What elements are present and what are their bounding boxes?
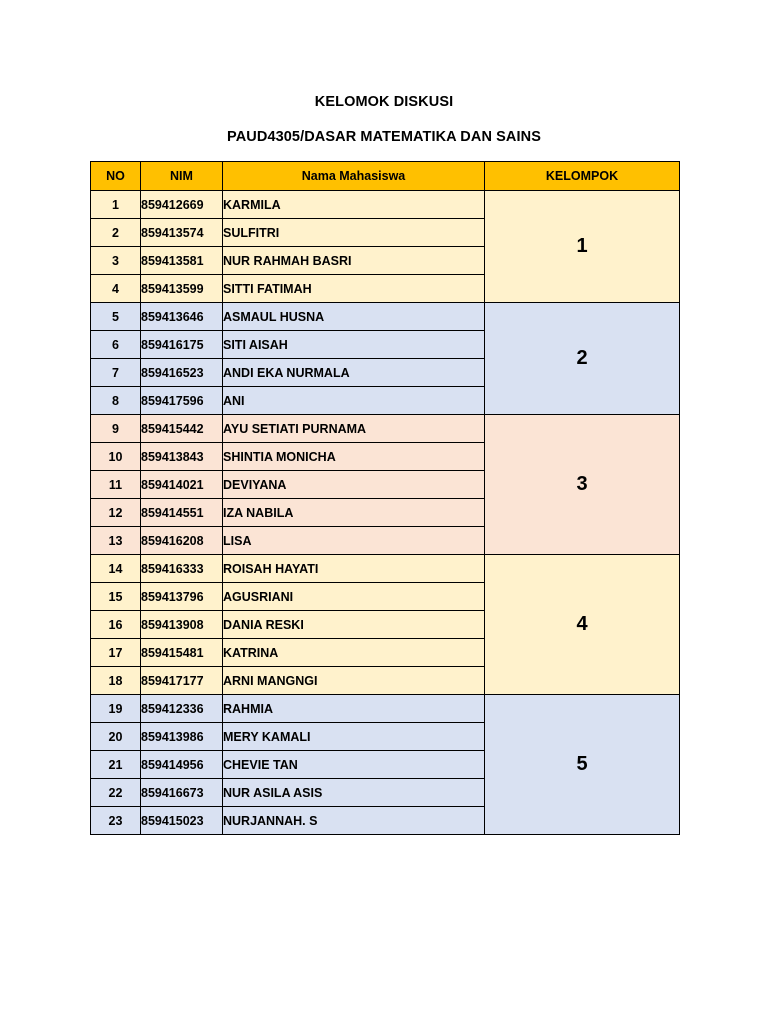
student-nim: 859414021 — [141, 471, 223, 499]
header-name: Nama Mahasiswa — [223, 162, 485, 191]
student-name: ANI — [223, 387, 485, 415]
group-label: 1 — [485, 191, 680, 303]
row-number: 1 — [91, 191, 141, 219]
page-subtitle: PAUD4305/DASAR MATEMATIKA DAN SAINS — [227, 129, 541, 145]
student-name: SULFITRI — [223, 219, 485, 247]
student-nim: 859416208 — [141, 527, 223, 555]
student-name: MERY KAMALI — [223, 723, 485, 751]
student-name: DEVIYANA — [223, 471, 485, 499]
student-nim: 859413599 — [141, 275, 223, 303]
student-name: KATRINA — [223, 639, 485, 667]
student-name: ARNI MANGNGI — [223, 667, 485, 695]
student-nim: 859413908 — [141, 611, 223, 639]
student-name: RAHMIA — [223, 695, 485, 723]
student-nim: 859412669 — [141, 191, 223, 219]
row-number: 18 — [91, 667, 141, 695]
table-row — [91, 695, 680, 723]
student-name: KARMILA — [223, 191, 485, 219]
row-number: 23 — [91, 807, 141, 835]
table-row — [91, 555, 680, 583]
group-label: 2 — [485, 303, 680, 415]
table-row — [91, 191, 680, 219]
student-name: IZA NABILA — [223, 499, 485, 527]
student-name: SITI AISAH — [223, 331, 485, 359]
student-nim: 859414551 — [141, 499, 223, 527]
row-number: 16 — [91, 611, 141, 639]
row-number: 19 — [91, 695, 141, 723]
row-number: 17 — [91, 639, 141, 667]
page-title: KELOMOK DISKUSI — [314, 94, 454, 110]
student-name: ANDI EKA NURMALA — [223, 359, 485, 387]
row-number: 20 — [91, 723, 141, 751]
group-label: 5 — [485, 695, 680, 835]
student-nim: 859413581 — [141, 247, 223, 275]
row-number: 12 — [91, 499, 141, 527]
student-nim: 859415442 — [141, 415, 223, 443]
student-nim: 859417596 — [141, 387, 223, 415]
row-number: 10 — [91, 443, 141, 471]
student-name: LISA — [223, 527, 485, 555]
row-number: 11 — [91, 471, 141, 499]
row-number: 2 — [91, 219, 141, 247]
student-nim: 859416523 — [141, 359, 223, 387]
student-nim: 859413986 — [141, 723, 223, 751]
table-header-row — [91, 162, 680, 191]
row-number: 14 — [91, 555, 141, 583]
student-nim: 859413796 — [141, 583, 223, 611]
student-name: NUR ASILA ASIS — [223, 779, 485, 807]
student-name: ROISAH HAYATI — [223, 555, 485, 583]
row-number: 7 — [91, 359, 141, 387]
student-nim: 859413574 — [141, 219, 223, 247]
student-name: SITTI FATIMAH — [223, 275, 485, 303]
group-table — [90, 161, 680, 835]
row-number: 4 — [91, 275, 141, 303]
row-number: 6 — [91, 331, 141, 359]
row-number: 21 — [91, 751, 141, 779]
student-name: NURJANNAH. S — [223, 807, 485, 835]
student-name: DANIA RESKI — [223, 611, 485, 639]
row-number: 22 — [91, 779, 141, 807]
student-nim: 859416673 — [141, 779, 223, 807]
row-number: 5 — [91, 303, 141, 331]
student-name: SHINTIA MONICHA — [223, 443, 485, 471]
student-name: CHEVIE TAN — [223, 751, 485, 779]
table-row — [91, 303, 680, 331]
student-nim: 859414956 — [141, 751, 223, 779]
student-nim: 859417177 — [141, 667, 223, 695]
student-nim: 859415023 — [141, 807, 223, 835]
student-name: AYU SETIATI PURNAMA — [223, 415, 485, 443]
table-body — [91, 191, 680, 835]
header-group: KELOMPOK — [485, 162, 680, 191]
group-label: 3 — [485, 415, 680, 555]
row-number: 9 — [91, 415, 141, 443]
student-nim: 859413646 — [141, 303, 223, 331]
student-name: NUR RAHMAH BASRI — [223, 247, 485, 275]
student-nim: 859413843 — [141, 443, 223, 471]
student-nim: 859415481 — [141, 639, 223, 667]
group-label: 4 — [485, 555, 680, 695]
student-name: ASMAUL HUSNA — [223, 303, 485, 331]
row-number: 13 — [91, 527, 141, 555]
row-number: 8 — [91, 387, 141, 415]
student-nim: 859412336 — [141, 695, 223, 723]
row-number: 3 — [91, 247, 141, 275]
header-nim: NIM — [141, 162, 223, 191]
student-nim: 859416175 — [141, 331, 223, 359]
row-number: 15 — [91, 583, 141, 611]
table-row — [91, 415, 680, 443]
student-name: AGUSRIANI — [223, 583, 485, 611]
student-nim: 859416333 — [141, 555, 223, 583]
header-no: NO — [91, 162, 141, 191]
